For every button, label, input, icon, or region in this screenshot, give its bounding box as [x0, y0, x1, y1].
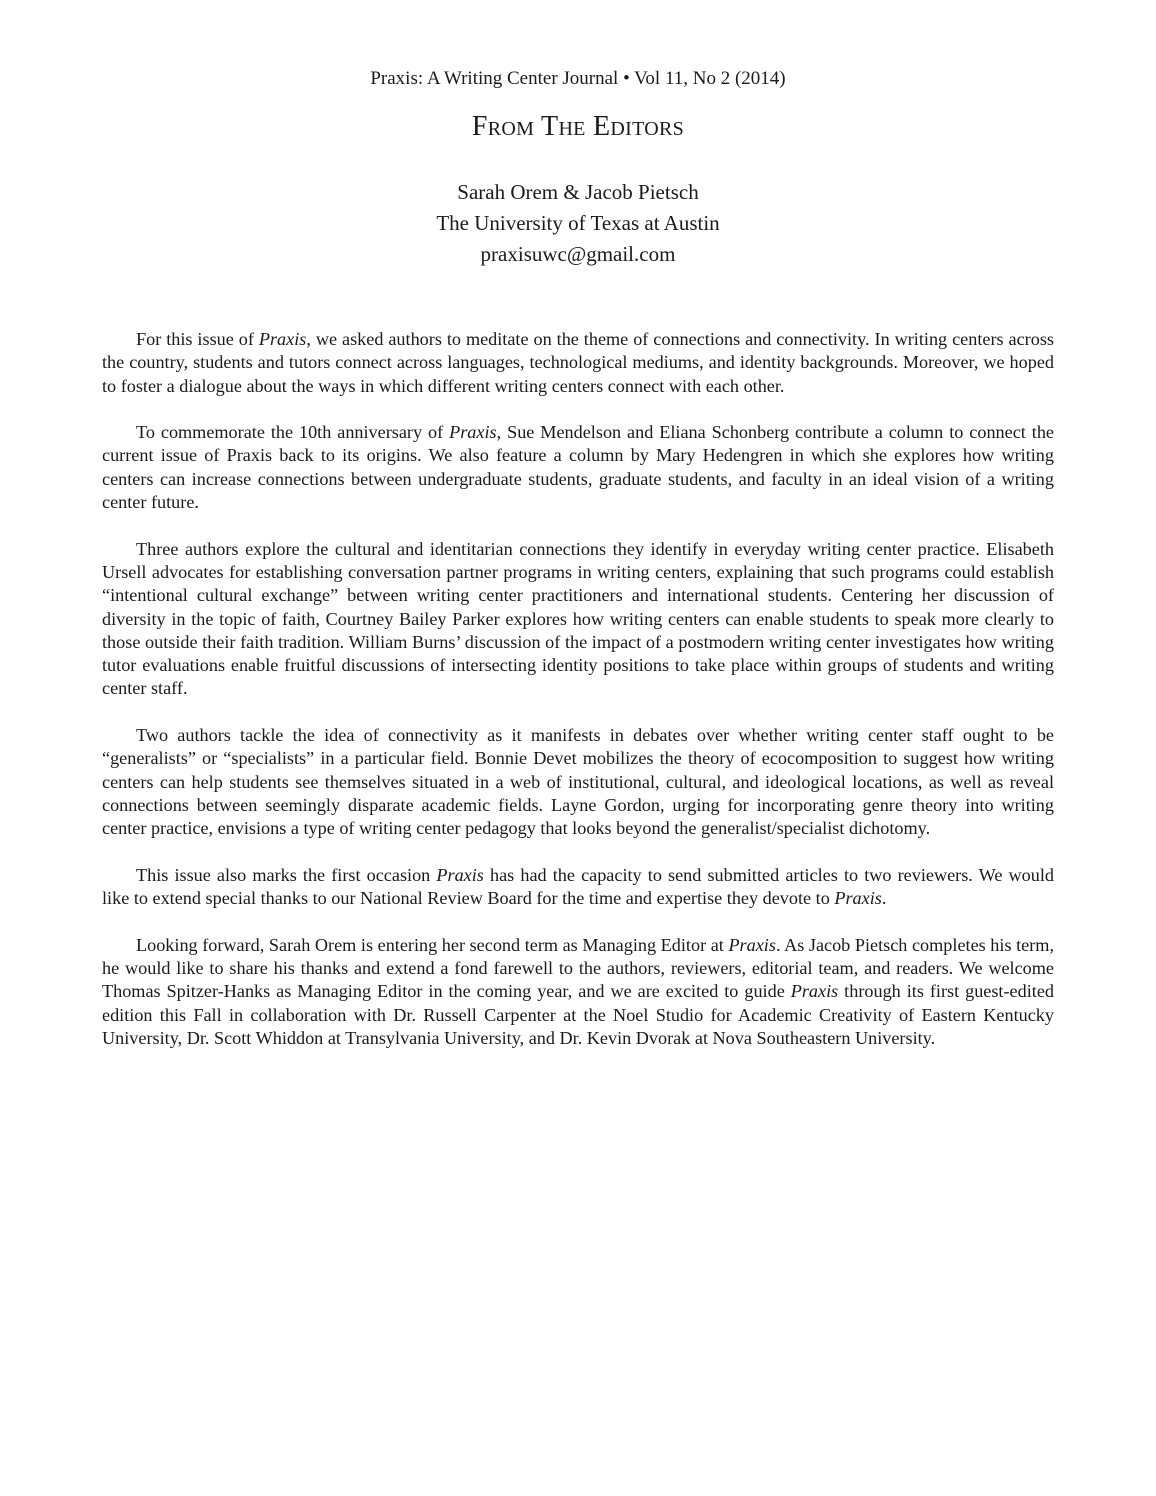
text-run: This issue also marks the first occasion	[136, 864, 437, 885]
author-names: Sarah Orem & Jacob Pietsch	[457, 180, 699, 204]
paragraph-4: Two authors tackle the idea of connectivity as it manifests in debates over whether writing center staff ought to be “generalists” or “specialists” in a particular field. Bonnie Devet mobilizes the theory of ecocomposition to suggest how writing centers can help students see themselves situated in a web of institutional, cultural, and ideological locations, as well as reveal connections between seemingly disparate academic fields. Layne Gordon, urging for incorporating genre theory into writing center practice, envisions a type of writing center pedagogy that looks beyond the generalist/specialist dichotomy.	[102, 725, 1054, 839]
author-email: praxisuwc@gmail.com	[480, 242, 676, 266]
article-body	[102, 328, 1054, 1074]
text-run: has had the capacity to send submitted articles to two reviewers. We would like to extend special thanks to our National Review Board for the time and expertise they devote to	[102, 864, 1054, 909]
text-run: , we asked authors to meditate on the theme of connections and connectivity. In writing centers across the country, students and tutors connect across languages, technological mediums, and identity backgrounds. Moreover, we hoped to foster a dialogue about the ways in which different writing centers connect with each other.	[102, 329, 1054, 396]
paragraph-1	[102, 328, 1054, 398]
journal-name-italic: Praxis	[449, 422, 497, 443]
article-title: From The Editors	[471, 111, 685, 142]
journal-name-italic: Praxis	[436, 864, 484, 885]
author-affiliation: The University of Texas at Austin	[436, 211, 720, 235]
paragraph-3: Three authors explore the cultural and identitarian connections they identify in everyday writing center practice. Elisabeth Ursell advocates for establishing conversation partner programs in writing centers, explaining that such programs could establish “intentional cultural exchange” between writing center practitioners and international students. Centering her discussion of diversity in the topic of faith, Courtney Bailey Parker explores how writing centers can enable students to speak more clearly to those outside their faith tradition. William Burns’ discussion of the impact of a postmodern writing center investigates how writing tutor evaluations enable fruitful discussions of intersecting identity positions to take place within groups of students and writing center staff.	[102, 538, 1054, 699]
text-run: To commemorate the 10th anniversary of	[136, 422, 450, 443]
paragraph-5	[102, 864, 1054, 911]
journal-name-italic: Praxis	[258, 329, 307, 349]
paragraph-2	[102, 421, 1054, 514]
byline	[0, 177, 1156, 270]
journal-name-italic: Praxis	[790, 981, 839, 1002]
text-run: . As Jacob Pietsch completes his term, he would like to share his thanks and extend a fond farewell to the authors, reviewers, editorial team, and readers. We welcome Thomas Spitzer-Hanks as Managing Editor in the coming year, and we are excited to guide	[102, 934, 1054, 1002]
running-head: Praxis: A Writing Center Journal • Vol 11, No 2 (2014)	[370, 68, 786, 89]
journal-name-italic: Praxis	[728, 934, 776, 955]
paragraph-6	[102, 934, 1054, 1050]
text-run: .	[881, 888, 887, 909]
journal-name-italic: Praxis	[834, 888, 882, 909]
text-run: Looking forward, Sarah Orem is entering her second term as Managing Editor at	[136, 934, 729, 955]
text-run: For this issue of	[136, 329, 259, 349]
text-run: , Sue Mendelson and Eliana Schonberg contribute a column to connect the current issue of Praxis back to its origins. We also feature a column by Mary Hedengren in which she explores how writing centers can increase connections between undergraduate students, graduate students, and faculty in an ideal vision of a writing center future.	[102, 422, 1054, 513]
text-run: through its first guest-edited edition this Fall in collaboration with Dr. Russell Carpenter at the Noel Studio for Academic Creativity of Eastern Kentucky University, Dr. Scott Whiddon at Transylvania University, and Dr. Kevin Dvorak at Nova Southeastern University.	[102, 981, 1054, 1048]
